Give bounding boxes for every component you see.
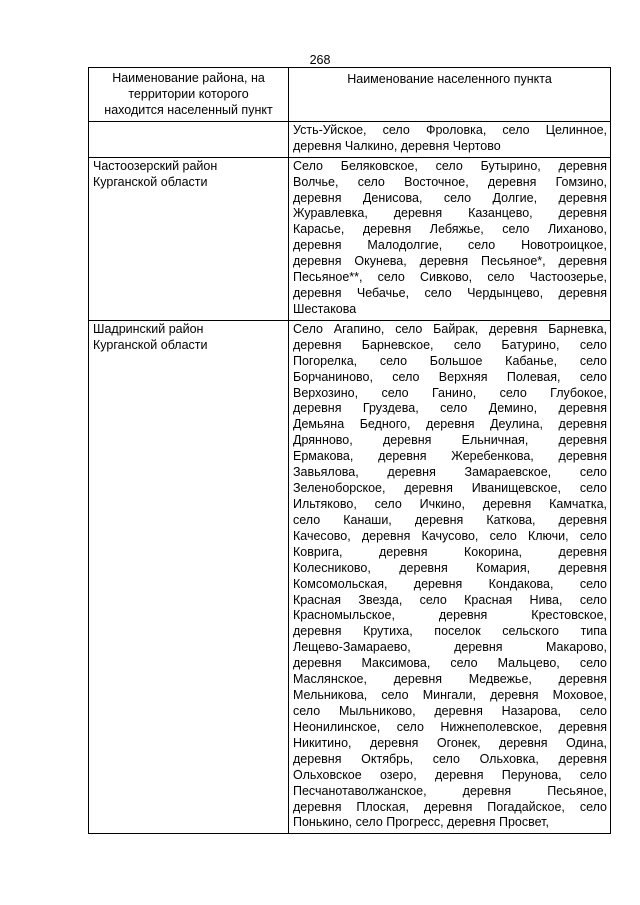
settlement-line: Волчье, село Восточное, деревня Гомзино, [293, 174, 607, 189]
settlement-line: Ермакова, деревня Жеребенкова, деревня [293, 449, 607, 464]
district-name-line: Шадринский район [93, 321, 204, 336]
settlement-line: деревня Барневское, село Батурино, село [293, 337, 607, 352]
settlement-line: Зеленоборское, деревня Иванищевское, село [293, 481, 607, 496]
table-row [89, 157, 611, 320]
district-cell [89, 320, 289, 834]
settlement-line: Маслянское, деревня Медвежье, деревня [293, 672, 607, 687]
settlement-line: Песчанотаволжанское, деревня Песьяное, [293, 783, 607, 798]
settlement-line: село Мыльниково, деревня Назарова, село [293, 704, 607, 718]
settlement-line: деревня Октябрь, село Ольховка, деревня [293, 751, 607, 766]
settlement-line: Красная Звезда, село Красная Нива, село [293, 592, 607, 607]
settlement-line: Песьяное**, село Сивково, село Частоозерье, [293, 270, 607, 285]
settlements-table [88, 67, 611, 834]
table-row [89, 121, 611, 157]
settlement-line: Шестакова [293, 301, 357, 316]
settlement-line: Борчаниново, село Верхняя Полевая, село [293, 369, 607, 384]
settlement-cell [289, 320, 611, 834]
settlement-line: деревня Груздева, село Демино, деревня [293, 401, 607, 416]
settlement-line: деревня Малодолгие, село Новотроицкое, [293, 238, 607, 253]
settlement-line: Карасье, деревня Лебяжье, село Лиханово, [293, 222, 607, 237]
settlement-line: деревня Максимова, село Мальцево, село [293, 656, 607, 671]
settlement-line: Качесово, деревня Качусово, село Ключи, село [293, 528, 607, 543]
table-row [89, 320, 611, 834]
settlement-line: деревня Плоская, деревня Погадайское, село [293, 799, 607, 814]
settlement-line: Комсомольская, деревня Кондакова, село [293, 576, 607, 591]
page-number: 268 [309, 53, 331, 67]
settlement-line: деревня Чалкино, деревня Чертово [293, 138, 501, 153]
header-settlement [289, 68, 611, 122]
settlement-line: Ильтяково, село Ичкино, деревня Камчатка, [293, 497, 607, 512]
district-name-line: Курганской области [93, 337, 208, 352]
header-district-line: Наименование района, на [112, 71, 265, 85]
header-district [89, 68, 289, 122]
settlement-line: Мельникова, село Мингали, деревня Моховое, [293, 688, 607, 703]
table-header-row [89, 68, 611, 122]
settlement-line: Завьялова, деревня Замараевское, село [293, 465, 607, 480]
settlement-line: Село Беляковское, село Бутырино, деревня [293, 158, 607, 173]
settlement-line: деревня Крутиха, поселок сельского типа [293, 624, 607, 639]
settlement-line: Верхозино, село Ганино, село Глубокое, [293, 385, 607, 400]
header-district-line: территории которого [128, 86, 249, 101]
settlement-line: Усть-Уйское, село Фроловка, село Целинное, [293, 122, 607, 137]
settlement-line: Дрянново, деревня Ельничная, деревня [293, 433, 607, 448]
settlement-line: село Канаши, деревня Каткова, деревня [293, 512, 607, 527]
district-name-line: Частоозерский район [93, 158, 218, 173]
district-cell [89, 157, 289, 320]
settlement-line: деревня Окунева, деревня Песьяное*, деревня [293, 254, 607, 269]
settlement-line: Погорелка, село Большое Кабанье, село [293, 353, 607, 368]
settlement-line: Ольховское озеро, деревня Перунова, село [293, 767, 607, 782]
settlement-line: Журавлевка, деревня Казанцево, деревня [293, 206, 607, 221]
settlement-cell [289, 121, 611, 157]
settlement-line: Демьяна Бедного, деревня Деулина, деревня [293, 417, 607, 432]
settlement-line: деревня Чебачье, село Чердынцево, деревня [293, 286, 607, 301]
settlement-line: Село Агапино, село Байрак, деревня Барневка, [293, 321, 607, 336]
header-settlement-text: Наименование населенного пункта [347, 72, 552, 86]
settlement-line: деревня Денисова, село Долгие, деревня [293, 190, 607, 205]
settlement-line: Лещево-Замараево, деревня Макарово, [293, 640, 607, 655]
settlement-line: Коврига, деревня Кокорина, деревня [293, 544, 607, 559]
settlement-line: Неонилинское, село Нижнеполевское, деревня [293, 719, 607, 734]
settlement-line: Колесниково, деревня Комария, деревня [293, 560, 607, 575]
district-name-line: Курганской области [93, 174, 208, 189]
settlement-line: Красномыльское, деревня Крестовское, [293, 608, 607, 623]
settlement-line: Никитино, деревня Огонек, деревня Одина, [293, 735, 607, 750]
header-district-line: находится населенный пункт [104, 102, 273, 117]
settlement-cell [289, 157, 611, 320]
settlement-line: Понькино, село Прогресс, деревня Просвет, [293, 815, 549, 830]
district-cell [89, 121, 289, 157]
